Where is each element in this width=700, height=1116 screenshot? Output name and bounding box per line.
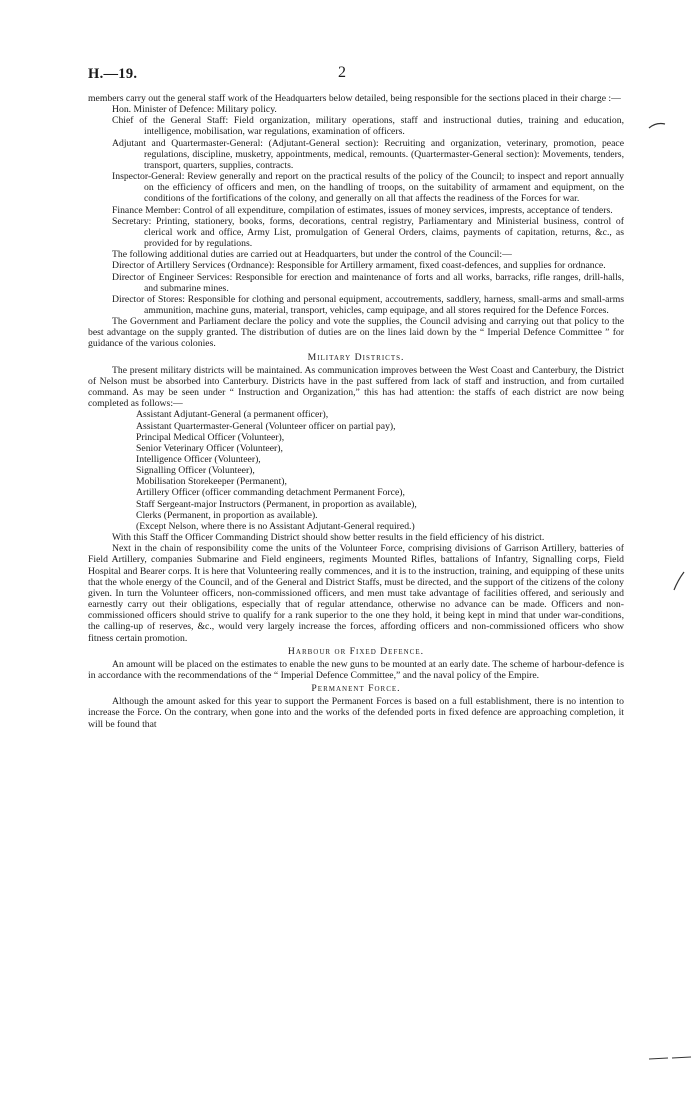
paragraph: The following additional duties are carried out at Headquarters, but under the control of the Council:— <box>112 249 512 261</box>
staff-list-item: Mobilisation Storekeeper (Permanent), <box>136 476 287 488</box>
margin-pencil-mark <box>648 120 666 130</box>
parliamentary-paper-reference: H.—19. <box>88 66 138 82</box>
paragraph: Although the amount asked for this year to support the Permanent Forces is based on a full establishment, there is no intention to increase the Force. On the contrary, when gone into and the works of the defended ports in fixed defence are approaching completion, it will be found that <box>88 696 624 730</box>
paragraph: With this Staff the Officer Commanding District should show better results in the field efficiency of his district. <box>112 532 545 544</box>
margin-pencil-mark <box>648 1055 692 1061</box>
staff-list-item: Clerks (Permanent, in proportion as available). <box>136 509 318 521</box>
duty-item: Adjutant and Quartermaster-General: (Adjutant-General section): Recruiting and organization, veterinary, promotion, peace regulations, discipline, musketry, appointments, medical, remounts. (Quartermaster-General section): Movements, tenders, transport, quarters, supplies, contracts. <box>112 137 624 171</box>
continued-paragraph: members carry out the general staff work of the Headquarters below detailed, being responsible for the sections placed in their charge :— <box>88 93 621 104</box>
staff-list-item: Principal Medical Officer (Volunteer), <box>136 431 285 443</box>
section-heading: Military Districts. <box>307 351 405 363</box>
paragraph: Next in the chain of responsibility come the units of the Volunteer Force, comprising divisions of Garrison Artillery, batteries of Field Artillery, companies Submarine and Field engineers, regiments Mounted Rifles, battalions of Infantry, Signalling corps, Field Hospital and Bearer corps. It is here that Volunteering really commences, and it is to the instruction, training, and equipping of these units that the whole energy of the Council, and of the General and District Staffs, must be directed, and the support of the citizens of the colony given. In turn the Volunteer officers, non-commissioned officers, and men must take advantage of facilities offered, and seriously and earnestly carry out their obligations, especially that of regular attendance, otherwise no advance can be made. Officers and non-commissioned officers should strive to qualify for a rank superior to the one they hold, it being kept in mind that under war-conditions, the calling-up of reserves, &c., would very largely increase the forces, affording officers and non-commissioned officers who show fitness certain promotion. <box>88 543 624 644</box>
staff-list-item: Staff Sergeant-major Instructors (Permanent, in proportion as available), <box>136 498 417 510</box>
duty-item: Chief of the General Staff: Field organization, military operations, staff and instructional duties, training and education, intelligence, mobilisation, war regulations, examination of officers. <box>112 115 624 138</box>
duty-item: Finance Member: Control of all expenditure, compilation of estimates, issues of money services, imprests, acceptance of tenders. <box>112 204 613 216</box>
duty-item: Director of Artillery Services (Ordnance): Responsible for Artillery armament, fixed coast-defences, and supplies for ordnance. <box>112 260 606 272</box>
duty-item: Director of Engineer Services: Responsible for erection and maintenance of forts and all works, barracks, rifle ranges, drill-halls, and submarine mines. <box>112 271 624 294</box>
section-heading: Harbour or Fixed Defence. <box>287 645 425 657</box>
paragraph: The Government and Parliament declare the policy and vote the supplies, the Council advising and carrying out that policy to the best advantage on the supply granted. The distribution of duties are on the lines laid down by the “ Imperial Defence Committee ” for guidance of the various colonies. <box>88 316 624 350</box>
staff-list-item: Signalling Officer (Volunteer), <box>136 465 255 477</box>
staff-list-item: Assistant Adjutant-General (a permanent officer), <box>136 409 329 421</box>
exception-note: (Except Nelson, where there is no Assistant Adjutant-General required.) <box>136 520 415 532</box>
duty-item: Secretary: Printing, stationery, books, forms, decorations, central registry, Parliamentary and Ministerial business, control of clerical work and office, Army List, promulgation of General Orders, claims, payments of capitation, returns, &c., as provided for by regulations. <box>112 215 624 250</box>
paragraph: The present military districts will be maintained. As communication improves between the West Coast and Canterbury, the District of Nelson must be absorbed into Canterbury. Districts have in the past suffered from lack of staff and instruction, and from curtailed command. As may be seen under “ Instruction and Organization,” this has had attention: the staffs of each district are now being completed as follows:— <box>88 364 624 410</box>
staff-list-item: Intelligence Officer (Volunteer), <box>136 454 261 465</box>
body-text <box>88 93 624 730</box>
duty-item: Director of Stores: Responsible for clothing and personal equipment, accoutrements, saddlery, harness, small-arms and small-arms ammunition, machine guns, material, transport, vehicles, camp equipage, and all stores required for the Defence Forces. <box>112 293 624 316</box>
staff-list-item: Assistant Quartermaster-General (Volunteer officer on partial pay), <box>136 420 396 432</box>
staff-list-item: Senior Veterinary Officer (Volunteer), <box>136 442 283 454</box>
staff-list-item: Artillery Officer (officer commanding detachment Permanent Force), <box>136 487 405 499</box>
page-number: 2 <box>338 64 346 81</box>
duty-item: Hon. Minister of Defence: Military policy. <box>112 104 277 116</box>
margin-pencil-mark <box>672 570 686 592</box>
paragraph: An amount will be placed on the estimates to enable the new guns to be mounted at an early date. The scheme of harbour-defence is in accordance with the recommendations of the “ Imperial Defence Committee,” and the naval policy of the Empire. <box>88 658 624 681</box>
running-head <box>88 66 624 86</box>
duty-item: Inspector-General: Review generally and report on the practical results of the policy of the Council; to inspect and report annually on the efficiency of officers and men, on the handling of troops, on the suitability of armament and equipment, on the conditions of the fortifications of the colony, and generally on all that affects the readiness of the Forces for war. <box>112 171 624 205</box>
section-heading: Permanent Force. <box>311 683 401 695</box>
